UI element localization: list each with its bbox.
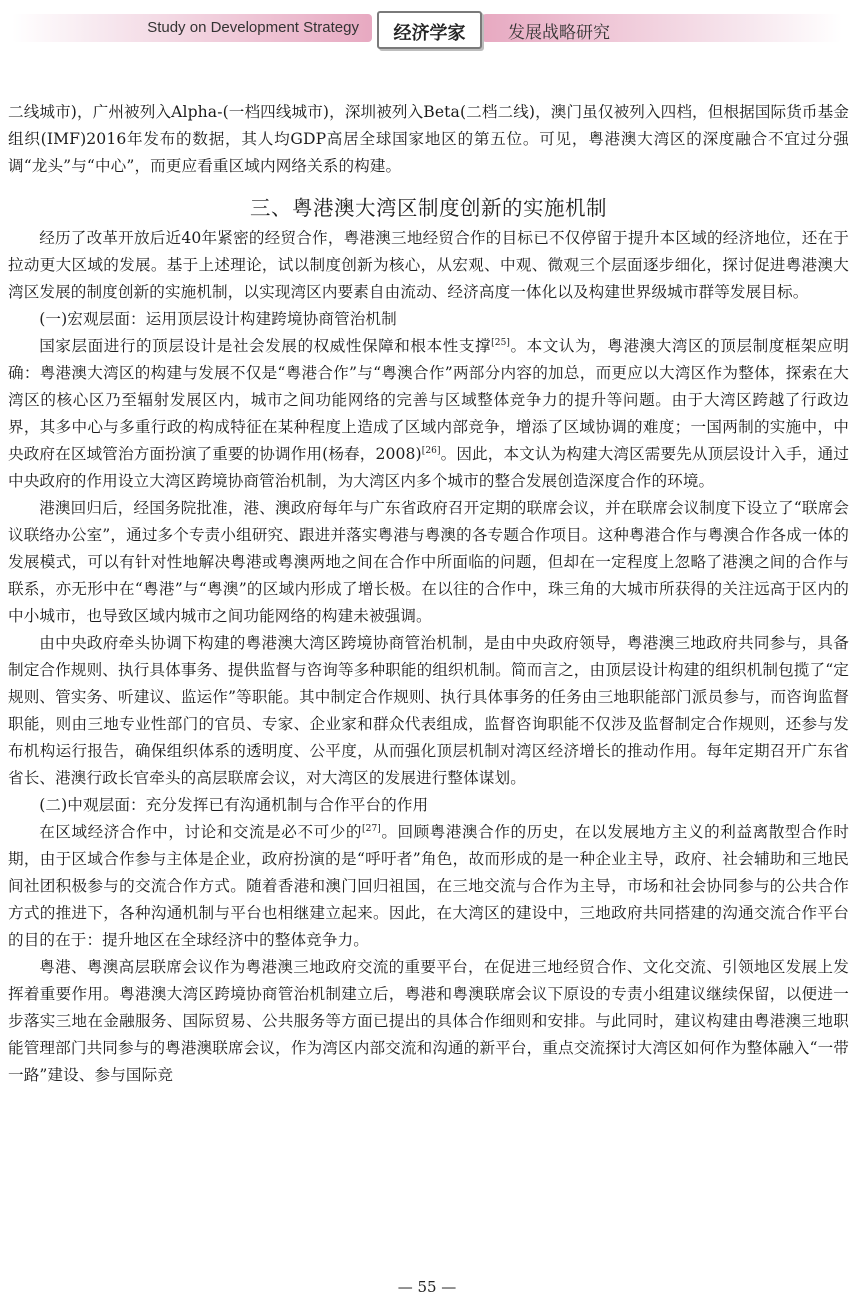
header-english-title: Study on Development Strategy [147, 19, 359, 36]
paragraph-top-level-design [8, 333, 849, 495]
paragraph-text: 国家层面进行的顶层设计是社会发展的权威性保障和根本性支撑 [39, 337, 492, 355]
paragraph-text: 。因此，本文认为构建大湾区需要先从顶层设计入手，通过中央政府的作用设立大湾区跨境协商管治机制，为大湾区内多个城市的整合发展创造深度合作的环境。 [8, 445, 849, 490]
page-number: — 55 — [397, 1278, 457, 1296]
subsection-heading-macro: (一)宏观层面：运用顶层设计构建跨境协商管治机制 [39, 310, 397, 328]
intro-paragraph: 二线城市)，广州被列入Alpha-(一档四线城市)，深圳被列入Beta(二档二线)，澳门虽仅被列入四档，但根据国际货币基金组织(IMF)2016年发布的数据，其人均GDP高居全球国家地区的第五位。可见，粤港澳大湾区的深度融合不宜过分强调“龙头”与“中心”，而更应看重区域内网络关系的构建。 [8, 103, 849, 175]
paragraph-text: 。回顾粤港澳合作的历史，在以发展地方主义的利益离散型合作时期，由于区域合作参与主体是企业，政府扮演的是“呼吁者”角色，故而形成的是一种企业主导，政府、社会辅助和三地民间社团积极参与的交流合作方式。随着香港和澳门回归祖国，在三地交流与合作为主导，市场和社会协同参与的公共合作方式的推进下，各种沟通机制与平台也相继建立起来。因此，在大湾区的建设中，三地政府共同搭建的沟通交流合作平台的目的在于：提升地区在全球经济中的整体竞争力。 [8, 823, 849, 949]
paragraph-text: 。本文认为，粤港澳大湾区的顶层制度框架应明确：粤港澳大湾区的构建与发展不仅是“粤港合作”与“粤澳合作”两部分内容的加总，而更应以大湾区作为整体，探索在大湾区的核心区乃至辐射发展区内，城市之间功能网络的完善与区域整体竞争力的提升等问题。由于大湾区跨越了行政边界，其多中心与多重行政的构成特征在某种程度上造成了区域内部竞争，增添了区域协调的难度；一国两制的实施中，中央政府在区域管治方面扮演了重要的协调作用(杨春，2008) [8, 337, 849, 463]
article-body [8, 99, 849, 1089]
paragraph-regional-exchange [8, 819, 849, 954]
citation-ref: [26] [421, 445, 441, 456]
citation-ref: [25] [491, 337, 511, 348]
journal-name: 经济学家 [393, 23, 466, 44]
section-heading: 三、粤港澳大湾区制度创新的实施机制 [250, 196, 607, 220]
section-intro-paragraph: 经历了改革开放后近40年紧密的经贸合作，粤港澳三地经贸合作的目标已不仅停留于提升本区域的经济地位，还在于拉动更大区域的发展。基于上述理论，试以制度创新为核心，从宏观、中观、微观三个层面逐步细化，探讨促进粤港澳大湾区发展的制度创新的实施机制，以实现湾区内要素自由流动、经济高度一体化以及构建世界级城市群等发展目标。 [8, 229, 849, 301]
paragraph-text: 在区域经济合作中，讨论和交流是必不可少的 [39, 823, 363, 841]
paragraph-high-level-meetings: 粤港、粤澳高层联席会议作为粤港澳三地政府交流的重要平台，在促进三地经贸合作、文化交流、引领地区发展上发挥着重要作用。粤港澳大湾区跨境协商管治机制建立后，粤港和粤澳联席会议下原设的专责小组建议继续保留，以便进一步落实三地在金融服务、国际贸易、公共服务等方面已提出的具体合作细则和安排。与此同时，建议构建由粤港澳三地职能管理部门共同参与的粤港澳联席会议，作为湾区内部交流和沟通的新平台，重点交流探讨大湾区如何作为整体融入“一带一路”建设、参与国际竞 [8, 958, 849, 1084]
running-header [0, 8, 854, 48]
paragraph-governance-mechanism: 由中央政府牵头协调下构建的粤港澳大湾区跨境协商管治机制，是由中央政府领导，粤港澳三地政府共同参与，具备制定合作规则、执行具体事务、提供监督与咨询等多种职能的组织机制。简而言之，由顶层设计构建的组织机制包揽了“定规则、管实务、听建议、监运作”等职能。其中制定合作规则、执行具体事务的任务由三地职能部门派员参与，而咨询监督职能，则由三地专业性部门的官员、专家、企业家和群众代表组成，监督咨询职能不仅涉及监督制定合作规则，还参与发布机构运行报告，确保组织体系的透明度、公平度，从而强化顶层机制对湾区经济增长的推动作用。每年定期召开广东省省长、港澳行政长官牵头的高层联席会议，对大湾区的发展进行整体谋划。 [8, 634, 849, 787]
subsection-heading-meso: (二)中观层面：充分发挥已有沟通机制与合作平台的作用 [39, 796, 429, 814]
header-section-name: 发展战略研究 [508, 23, 610, 43]
journal-logo-box [377, 11, 482, 49]
paragraph-joint-conference: 港澳回归后，经国务院批准，港、澳政府每年与广东省政府召开定期的联席会议，并在联席会议制度下设立了“联席会议联络办公室”，通过多个专责小组研究、跟进并落实粤港与粤澳的各专题合作项目。这种粤港合作与粤澳合作各成一体的发展模式，可以有针对性地解决粤港或粤澳两地之间在合作中所面临的问题，但却在一定程度上忽略了港澳之间的合作与联系，亦无形中在“粤港”与“粤澳”的区域内形成了增长极。在以往的合作中，珠三角的大城市所获得的关注远高于区内的中小城市，也导致区域内城市之间功能网络的构建未被强调。 [8, 499, 849, 625]
citation-ref: [27] [362, 823, 381, 834]
